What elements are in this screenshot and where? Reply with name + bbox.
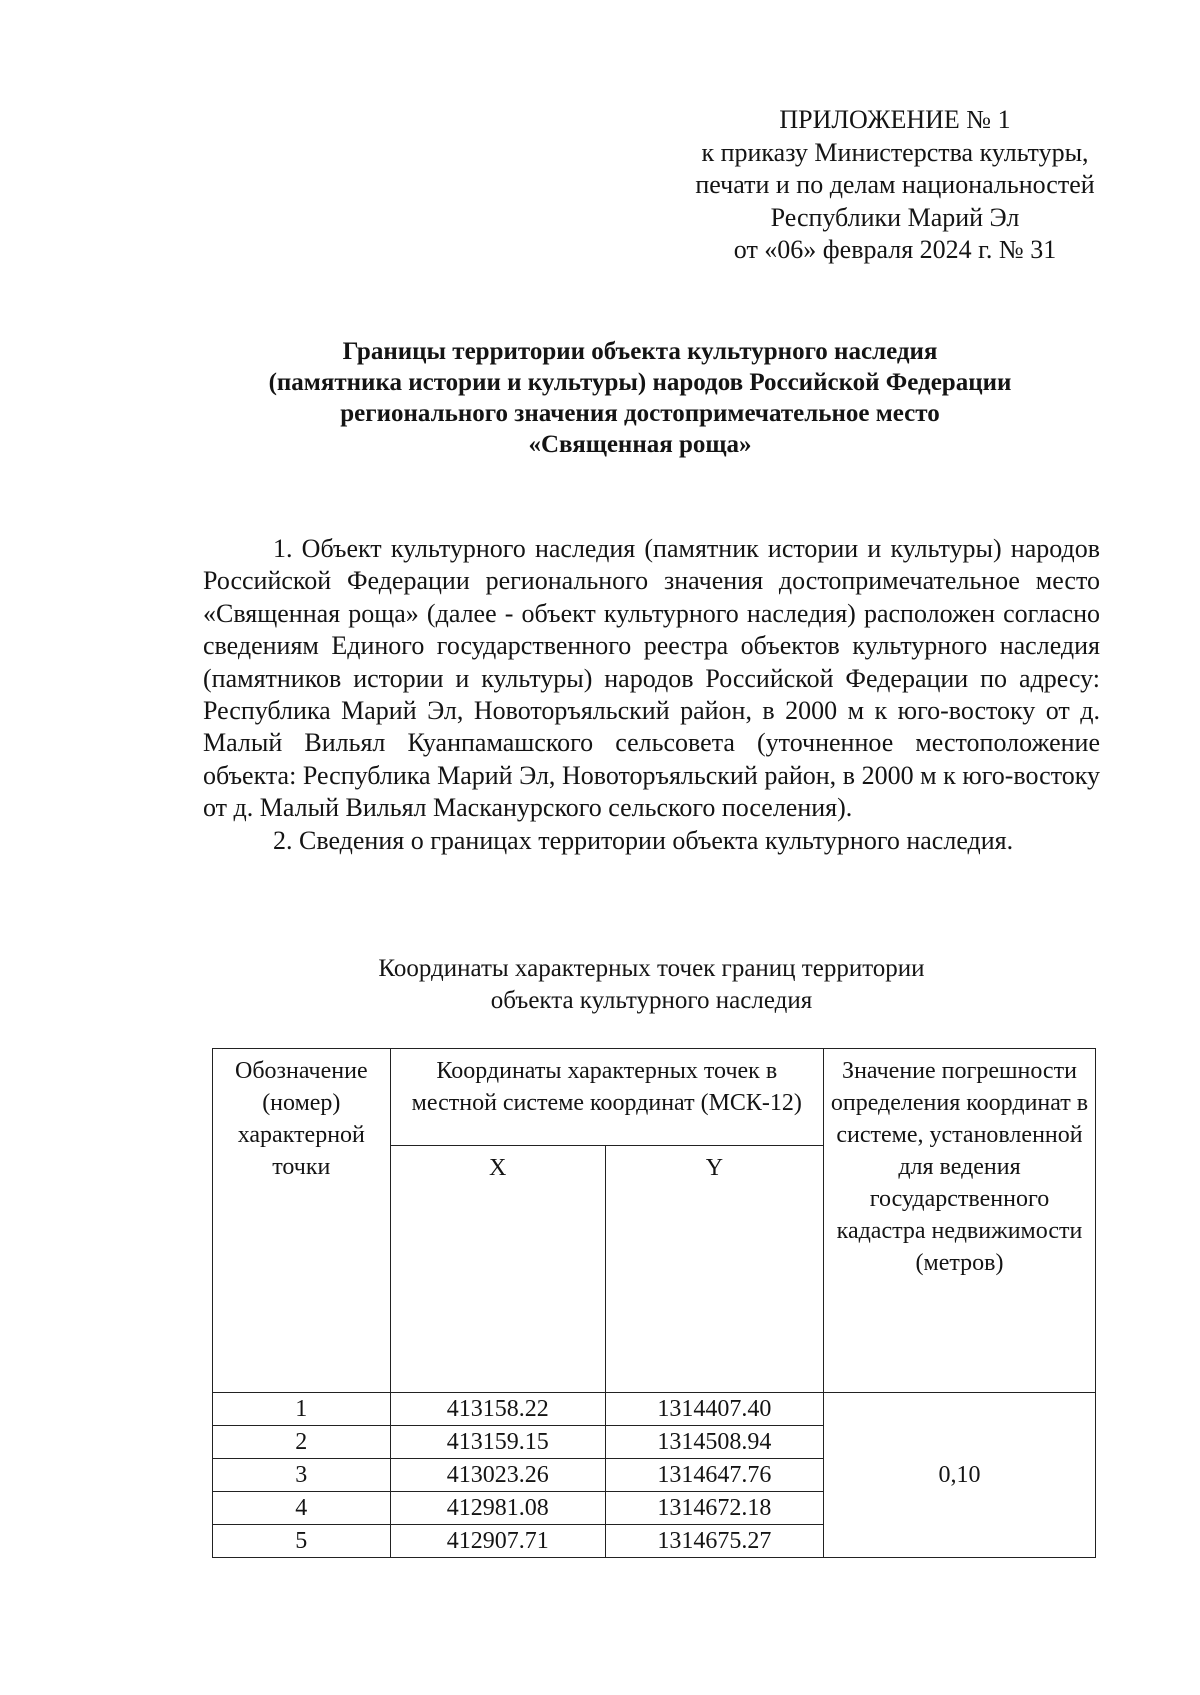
paragraph-boundaries: 2. Сведения о границах территории объекта культурного наследия. <box>273 825 1014 855</box>
caption-line: объекта культурного наследия <box>490 987 813 1014</box>
appendix-header <box>660 104 1130 267</box>
cell-y: 1314508.94 <box>605 1426 823 1459</box>
cell-y: 1314407.40 <box>605 1393 823 1426</box>
appendix-line: печати и по делам национальностей <box>695 170 1095 199</box>
table-header-row <box>213 1049 1096 1146</box>
cell-y: 1314675.27 <box>605 1525 823 1558</box>
cell-x: 413023.26 <box>390 1459 605 1492</box>
title-line: (памятника истории и культуры) народов Российской Федерации <box>268 369 1012 396</box>
cell-x: 413159.15 <box>390 1426 605 1459</box>
header-coordinates: Координаты характерных точек в местной системе координат (МСК-12) <box>390 1049 823 1146</box>
paragraph-object-location: 1. Объект культурного наследия (памятник истории и культуры) народов Российской Федерации регионального значения достопримечательное место «Священная роща» (далее - объект культурного наследия) расположен согласно сведениям Единого государственного реестра объектов культурного наследия (памятников истории и культуры) народов Российской Федерации по адресу: Республика Марий Эл, Новоторъяльский район, в 2000 м к юго-востоку от д. Малый Вильял Куанпамашского сельсовета (уточненное местоположение объекта: Республика Марий Эл, Новоторъяльский район, в 2000 м к юго-востоку от д. Малый Вильял Масканурского сельского поселения). <box>203 534 1100 823</box>
title-line: регионального значения достопримечательное место <box>340 400 940 427</box>
body-text <box>203 533 1100 857</box>
coordinates-table <box>212 1048 1096 1558</box>
cell-point: 4 <box>213 1492 391 1525</box>
header-x: X <box>390 1146 605 1393</box>
cell-x: 413158.22 <box>390 1393 605 1426</box>
cell-point: 1 <box>213 1393 391 1426</box>
header-point-number: Обозначение (номер) характерной точки <box>213 1049 391 1393</box>
cell-error-value: 0,10 <box>823 1393 1095 1558</box>
cell-point: 3 <box>213 1459 391 1492</box>
header-error-value: Значение погрешности определения координат в системе, установленной для ведения государственного кадастра недвижимости (метров) <box>823 1049 1095 1393</box>
table-caption <box>203 953 1100 1017</box>
table-row <box>213 1393 1096 1426</box>
cell-y: 1314672.18 <box>605 1492 823 1525</box>
header-y: Y <box>605 1146 823 1393</box>
document-title <box>180 336 1100 460</box>
cell-x: 412907.71 <box>390 1525 605 1558</box>
cell-y: 1314647.76 <box>605 1459 823 1492</box>
appendix-line: к приказу Министерства культуры, <box>701 137 1089 167</box>
caption-line: Координаты характерных точек границ территории <box>378 955 925 982</box>
appendix-title: ПРИЛОЖЕНИЕ № 1 <box>779 105 1011 134</box>
appendix-line: Республики Марий Эл <box>770 202 1020 232</box>
title-line: Границы территории объекта культурного наследия <box>342 338 938 365</box>
cell-point: 2 <box>213 1426 391 1459</box>
cell-x: 412981.08 <box>390 1492 605 1525</box>
appendix-date: от «06» февраля 2024 г. № 31 <box>733 235 1057 264</box>
title-line: «Священная роща» <box>528 431 752 458</box>
cell-point: 5 <box>213 1525 391 1558</box>
